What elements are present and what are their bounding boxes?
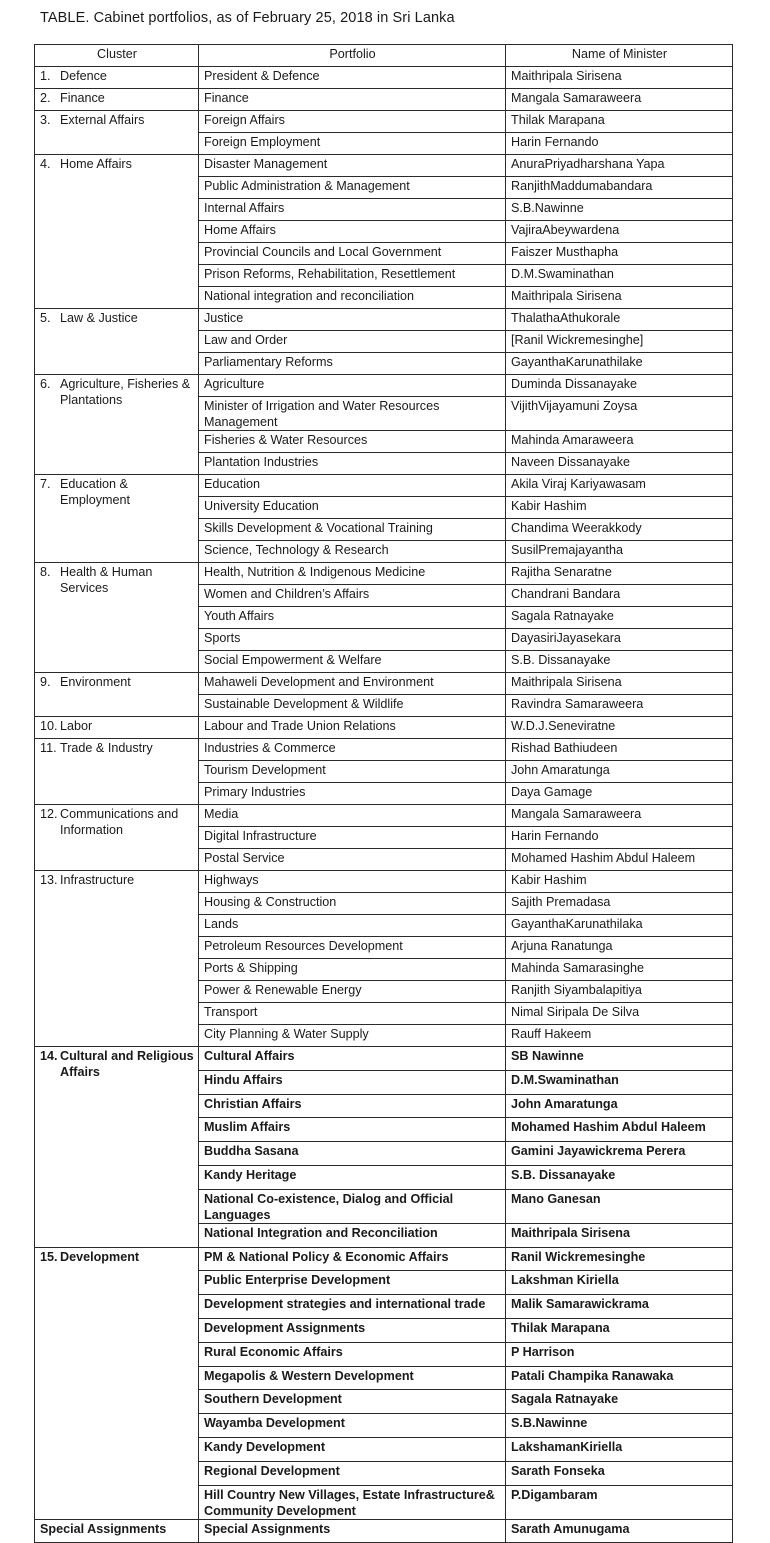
portfolio-cell: Minister of Irrigation and Water Resources Management xyxy=(199,397,506,431)
table-title: TABLE. Cabinet portfolios, as of February 25, 2018 in Sri Lanka xyxy=(40,10,455,26)
cluster-name: Education & Employment xyxy=(60,477,130,507)
portfolio-cell: Megapolis & Western Development xyxy=(199,1366,506,1390)
portfolio-cell: Regional Development xyxy=(199,1461,506,1485)
portfolio-cell: Home Affairs xyxy=(199,221,506,243)
cluster-cell xyxy=(35,739,199,805)
portfolio-cell: Kandy Development xyxy=(199,1437,506,1461)
portfolio-cell: Public Administration & Management xyxy=(199,177,506,199)
cluster-name: Development xyxy=(60,1249,140,1264)
cluster-cell xyxy=(35,89,199,111)
cluster-cell xyxy=(35,673,199,717)
table-row xyxy=(35,111,733,133)
portfolio-cell: Justice xyxy=(199,309,506,331)
minister-cell: Kabir Hashim xyxy=(506,871,733,893)
minister-cell: D.M.Swaminathan xyxy=(506,1070,733,1094)
portfolio-cell: Hill Country New Villages, Estate Infrastructure& Community Development xyxy=(199,1485,506,1519)
portfolio-cell: Prison Reforms, Rehabilitation, Resettlement xyxy=(199,265,506,287)
cluster-number: 8. xyxy=(40,565,51,579)
portfolio-cell: Industries & Commerce xyxy=(199,739,506,761)
minister-cell: Thilak Marapana xyxy=(506,111,733,133)
minister-cell: AnuraPriyadharshana Yapa xyxy=(506,155,733,177)
minister-cell: Akila Viraj Kariyawasam xyxy=(506,475,733,497)
minister-cell: Mano Ganesan xyxy=(506,1189,733,1223)
minister-cell: Maithripala Sirisena xyxy=(506,1223,733,1247)
portfolio-cell: Highways xyxy=(199,871,506,893)
minister-cell: John Amaratunga xyxy=(506,1094,733,1118)
table-row xyxy=(35,155,733,177)
cabinet-table xyxy=(34,44,733,1543)
minister-cell: Mohamed Hashim Abdul Haleem xyxy=(506,1118,733,1142)
cluster-number: 13. xyxy=(40,873,58,887)
table-row xyxy=(35,805,733,827)
minister-cell: P Harrison xyxy=(506,1342,733,1366)
table-row xyxy=(35,717,733,739)
minister-cell: W.D.J.Seneviratne xyxy=(506,717,733,739)
minister-cell: Sarath Fonseka xyxy=(506,1461,733,1485)
portfolio-cell: Hindu Affairs xyxy=(199,1070,506,1094)
portfolio-cell: Provincial Councils and Local Government xyxy=(199,243,506,265)
minister-cell: Ranil Wickremesinghe xyxy=(506,1247,733,1271)
minister-cell: Sajith Premadasa xyxy=(506,893,733,915)
cluster-number: 4. xyxy=(40,157,51,171)
portfolio-cell: Public Enterprise Development xyxy=(199,1271,506,1295)
portfolio-cell: National integration and reconciliation xyxy=(199,287,506,309)
cluster-cell xyxy=(35,563,199,673)
minister-cell: Nimal Siripala De Silva xyxy=(506,1003,733,1025)
minister-cell: Ravindra Samaraweera xyxy=(506,695,733,717)
portfolio-cell: Ports & Shipping xyxy=(199,959,506,981)
portfolio-cell: Cultural Affairs xyxy=(199,1047,506,1071)
header-minister: Name of Minister xyxy=(506,45,733,67)
portfolio-cell: Media xyxy=(199,805,506,827)
minister-cell: Sagala Ratnayake xyxy=(506,1390,733,1414)
portfolio-cell: Labour and Trade Union Relations xyxy=(199,717,506,739)
minister-cell: Mangala Samaraweera xyxy=(506,805,733,827)
minister-cell: Mahinda Amaraweera xyxy=(506,431,733,453)
portfolio-cell: Postal Service xyxy=(199,849,506,871)
header-cluster: Cluster xyxy=(35,45,199,67)
portfolio-cell: Disaster Management xyxy=(199,155,506,177)
minister-cell: Malik Samarawickrama xyxy=(506,1295,733,1319)
table-row xyxy=(35,67,733,89)
minister-cell: RanjithMaddumabandara xyxy=(506,177,733,199)
minister-cell: Harin Fernando xyxy=(506,133,733,155)
table-row xyxy=(35,309,733,331)
portfolio-cell: Transport xyxy=(199,1003,506,1025)
cluster-name: Labor xyxy=(60,719,93,733)
table-row xyxy=(35,673,733,695)
portfolio-cell: Mahaweli Development and Environment xyxy=(199,673,506,695)
minister-cell: Rauff Hakeem xyxy=(506,1025,733,1047)
portfolio-cell: Christian Affairs xyxy=(199,1094,506,1118)
portfolio-cell: Social Empowerment & Welfare xyxy=(199,651,506,673)
cluster-number: 5. xyxy=(40,311,51,325)
portfolio-cell: Foreign Affairs xyxy=(199,111,506,133)
minister-cell: Daya Gamage xyxy=(506,783,733,805)
cluster-cell xyxy=(35,717,199,739)
minister-cell: LakshamanKiriella xyxy=(506,1437,733,1461)
portfolio-cell: National Co-existence, Dialog and Official Languages xyxy=(199,1189,506,1223)
minister-cell: Rishad Bathiudeen xyxy=(506,739,733,761)
minister-cell: SusilPremajayantha xyxy=(506,541,733,563)
minister-cell: Chandrani Bandara xyxy=(506,585,733,607)
table-body-bold xyxy=(35,1047,733,1543)
cluster-number: 9. xyxy=(40,675,51,689)
table-row xyxy=(35,563,733,585)
portfolio-cell: Finance xyxy=(199,89,506,111)
table-body-regular xyxy=(35,67,733,1047)
portfolio-cell: Muslim Affairs xyxy=(199,1118,506,1142)
table-row xyxy=(35,475,733,497)
minister-cell: Maithripala Sirisena xyxy=(506,67,733,89)
minister-cell: Sarath Amunugama xyxy=(506,1519,733,1543)
header-row xyxy=(35,45,733,67)
minister-cell: Lakshman Kiriella xyxy=(506,1271,733,1295)
portfolio-cell: Health, Nutrition & Indigenous Medicine xyxy=(199,563,506,585)
portfolio-cell: Science, Technology & Research xyxy=(199,541,506,563)
cluster-number: 10. xyxy=(40,719,58,733)
cluster-number: 14. xyxy=(40,1049,58,1063)
header-portfolio: Portfolio xyxy=(199,45,506,67)
cluster-name: Defence xyxy=(60,69,107,83)
table-row xyxy=(35,1519,733,1543)
cluster-number: 11. xyxy=(40,741,57,755)
portfolio-cell: Tourism Development xyxy=(199,761,506,783)
portfolio-cell: Power & Renewable Energy xyxy=(199,981,506,1003)
minister-cell: P.Digambaram xyxy=(506,1485,733,1519)
portfolio-cell: Digital Infrastructure xyxy=(199,827,506,849)
cluster-name: Special Assignments xyxy=(40,1521,167,1536)
minister-cell: Mahinda Samarasinghe xyxy=(506,959,733,981)
minister-cell: S.B.Nawinne xyxy=(506,199,733,221)
cluster-number: 7. xyxy=(40,477,51,491)
minister-cell: Mohamed Hashim Abdul Haleem xyxy=(506,849,733,871)
portfolio-cell: Women and Children’s Affairs xyxy=(199,585,506,607)
cluster-name: Home Affairs xyxy=(60,157,132,171)
cluster-cell xyxy=(35,309,199,375)
minister-cell: Mangala Samaraweera xyxy=(506,89,733,111)
cluster-name: External Affairs xyxy=(60,113,145,127)
minister-cell: Faiszer Musthapha xyxy=(506,243,733,265)
minister-cell: [Ranil Wickremesinghe] xyxy=(506,331,733,353)
table-row xyxy=(35,375,733,397)
cluster-name: Infrastructure xyxy=(60,873,135,887)
cluster-cell xyxy=(35,1519,199,1543)
portfolio-cell: Agriculture xyxy=(199,375,506,397)
portfolio-cell: National Integration and Reconciliation xyxy=(199,1223,506,1247)
portfolio-cell: Youth Affairs xyxy=(199,607,506,629)
portfolio-cell: Southern Development xyxy=(199,1390,506,1414)
cluster-name: Agriculture, Fisheries & Plantations xyxy=(60,377,191,407)
cluster-number: 1. xyxy=(40,69,51,83)
portfolio-cell: Development Assignments xyxy=(199,1318,506,1342)
portfolio-cell: Law and Order xyxy=(199,331,506,353)
table-row xyxy=(35,871,733,893)
cluster-cell xyxy=(35,155,199,309)
portfolio-cell: Foreign Employment xyxy=(199,133,506,155)
portfolio-cell: University Education xyxy=(199,497,506,519)
minister-cell: GayanthaKarunathilaka xyxy=(506,915,733,937)
cluster-name: Finance xyxy=(60,91,105,105)
cluster-name: Health & Human Services xyxy=(60,565,153,595)
minister-cell: D.M.Swaminathan xyxy=(506,265,733,287)
minister-cell: Patali Champika Ranawaka xyxy=(506,1366,733,1390)
portfolio-cell: Sports xyxy=(199,629,506,651)
portfolio-cell: PM & National Policy & Economic Affairs xyxy=(199,1247,506,1271)
cluster-number: 2. xyxy=(40,91,51,105)
minister-cell: Harin Fernando xyxy=(506,827,733,849)
cluster-cell xyxy=(35,375,199,475)
cluster-number: 15. xyxy=(40,1249,58,1264)
minister-cell: John Amaratunga xyxy=(506,761,733,783)
minister-cell: Thilak Marapana xyxy=(506,1318,733,1342)
portfolio-cell: Lands xyxy=(199,915,506,937)
table-row xyxy=(35,739,733,761)
cluster-cell xyxy=(35,475,199,563)
minister-cell: Naveen Dissanayake xyxy=(506,453,733,475)
portfolio-cell: Rural Economic Affairs xyxy=(199,1342,506,1366)
minister-cell: S.B.Nawinne xyxy=(506,1414,733,1438)
cluster-cell xyxy=(35,1047,199,1248)
cluster-cell xyxy=(35,1247,199,1519)
cluster-name: Communications and Information xyxy=(60,807,179,837)
minister-cell: Chandima Weerakkody xyxy=(506,519,733,541)
portfolio-cell: Petroleum Resources Development xyxy=(199,937,506,959)
cluster-cell xyxy=(35,67,199,89)
minister-cell: VijithVijayamuni Zoysa xyxy=(506,397,733,431)
portfolio-cell: Development strategies and international trade xyxy=(199,1295,506,1319)
minister-cell: Maithripala Sirisena xyxy=(506,287,733,309)
portfolio-cell: Kandy Heritage xyxy=(199,1165,506,1189)
portfolio-cell: Plantation Industries xyxy=(199,453,506,475)
minister-cell: VajiraAbeywardena xyxy=(506,221,733,243)
portfolio-cell: Housing & Construction xyxy=(199,893,506,915)
portfolio-cell: Sustainable Development & Wildlife xyxy=(199,695,506,717)
minister-cell: Kabir Hashim xyxy=(506,497,733,519)
portfolio-cell: Wayamba Development xyxy=(199,1414,506,1438)
cluster-cell xyxy=(35,111,199,155)
portfolio-cell: Buddha Sasana xyxy=(199,1142,506,1166)
cluster-name: Trade & Industry xyxy=(60,741,153,755)
minister-cell: Sagala Ratnayake xyxy=(506,607,733,629)
portfolio-cell: City Planning & Water Supply xyxy=(199,1025,506,1047)
portfolio-cell: President & Defence xyxy=(199,67,506,89)
minister-cell: S.B. Dissanayake xyxy=(506,651,733,673)
minister-cell: SB Nawinne xyxy=(506,1047,733,1071)
cluster-number: 6. xyxy=(40,377,51,391)
minister-cell: Maithripala Sirisena xyxy=(506,673,733,695)
minister-cell: Duminda Dissanayake xyxy=(506,375,733,397)
cluster-number: 12. xyxy=(40,807,58,821)
portfolio-cell: Primary Industries xyxy=(199,783,506,805)
minister-cell: S.B. Dissanayake xyxy=(506,1165,733,1189)
portfolio-cell: Parliamentary Reforms xyxy=(199,353,506,375)
table-row xyxy=(35,1247,733,1271)
portfolio-cell: Education xyxy=(199,475,506,497)
minister-cell: DayasiriJayasekara xyxy=(506,629,733,651)
cluster-name: Environment xyxy=(60,675,131,689)
cluster-cell xyxy=(35,871,199,1047)
cluster-cell xyxy=(35,805,199,871)
cluster-name: Law & Justice xyxy=(60,311,138,325)
portfolio-cell: Skills Development & Vocational Training xyxy=(199,519,506,541)
portfolio-cell: Internal Affairs xyxy=(199,199,506,221)
minister-cell: GayanthaKarunathilake xyxy=(506,353,733,375)
table-row xyxy=(35,1047,733,1071)
cluster-number: 3. xyxy=(40,113,51,127)
minister-cell: Arjuna Ranatunga xyxy=(506,937,733,959)
minister-cell: Gamini Jayawickrema Perera xyxy=(506,1142,733,1166)
minister-cell: Rajitha Senaratne xyxy=(506,563,733,585)
minister-cell: ThalathaAthukorale xyxy=(506,309,733,331)
portfolio-cell: Special Assignments xyxy=(199,1519,506,1543)
portfolio-cell: Fisheries & Water Resources xyxy=(199,431,506,453)
table-row xyxy=(35,89,733,111)
cluster-name: Cultural and Religious Affairs xyxy=(60,1049,194,1079)
minister-cell: Ranjith Siyambalapitiya xyxy=(506,981,733,1003)
